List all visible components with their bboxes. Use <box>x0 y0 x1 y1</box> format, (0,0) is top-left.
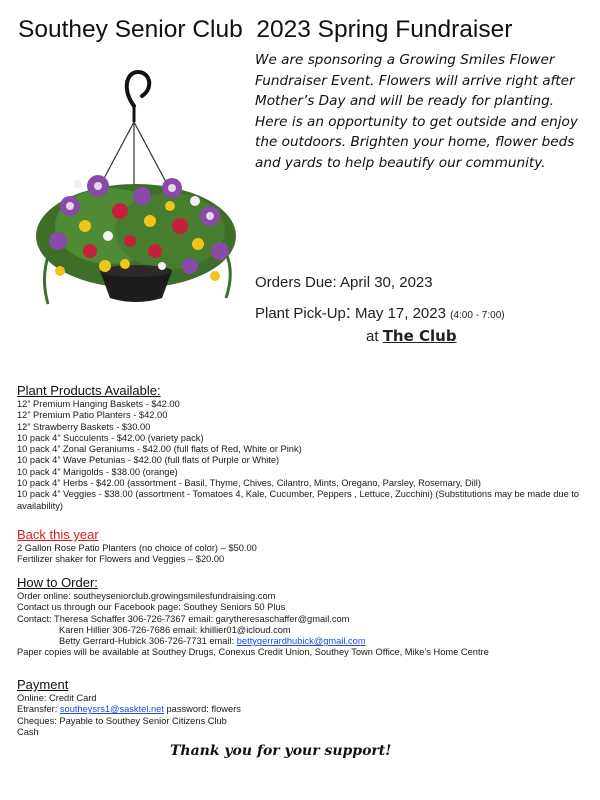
etransfer-line <box>17 704 587 715</box>
payment-heading: Payment <box>17 677 69 692</box>
club-name: The Club <box>382 327 457 345</box>
products-section <box>17 383 587 512</box>
pickup-location <box>366 327 457 345</box>
list-item: 10 pack 4” Wave Petunias - $42.00 (full flats of Purple or White) <box>17 455 280 466</box>
list-item: 12” Premium Hanging Baskets - $42.00 <box>17 399 180 409</box>
list-item: 10 pack 4” Succulents - $42.00 (variety pack) <box>17 432 204 443</box>
list-item: 12” Premium Patio Planters - $42.00 <box>17 410 168 421</box>
contact-text: Betty Gerrard-Hubick 306-726-7731 email: <box>59 636 237 647</box>
pickup-label: Plant Pick-Up <box>255 305 346 322</box>
pickup-hours: (4:00 - 7:00) <box>450 310 505 321</box>
email-link[interactable]: bettygerrardhubick@gmail.com <box>236 636 366 647</box>
list-item: 10 pack 4” Veggies - $38.00 (assortment - Tomatoes 4, Kale, Cucumber, Peppers , Lettuce, Zucchini) (Substitutions may be made due to availability) <box>17 489 580 511</box>
how-to-order-heading: How to Order: <box>17 575 98 590</box>
pickup-at: at <box>366 328 383 345</box>
list-item: 12” Strawberry Baskets - $30.00 <box>17 421 151 432</box>
cheques-line: Cheques: Payable to Southey Senior Citizens Club <box>17 715 227 726</box>
payment-online-line: Online: Credit Card <box>17 693 97 703</box>
thank-you-text: Thank you for your support! <box>170 743 392 759</box>
list-item: 10 pack 4” Herbs - $42.00 (assortment - Basil, Thyme, Chives, Cilantro, Mints, Oregano, Parsley, Rosemary, Dill) <box>17 478 481 489</box>
products-heading: Plant Products Available: <box>17 383 161 398</box>
etransfer-email-link[interactable]: southeysrs1@sasktel.net <box>59 704 164 715</box>
plant-pickup <box>255 302 505 323</box>
intro-paragraph: We are sponsoring a Growing Smiles Flower Fundraiser Event. Flowers will arrive right after Mother’s Day and will be ready for planting. Here is an opportunity to get outside and enjoy the outdoors. Brighten your home, flower beds and yards to help beautify our community. <box>255 52 578 171</box>
list-item: Fertilizer shaker for Flowers and Veggies – $20.00 <box>17 554 225 565</box>
paper-copies-line: Paper copies will be available at Southey Drugs, Conexus Credit Union, Southey Town Office, Mike’s Home Centre <box>17 647 489 658</box>
contact-line: Karen Hillier 306-726-7686 email: khillier01@icloud.com <box>59 624 291 635</box>
page-title: Southey Senior Club 2023 Spring Fundraiser <box>18 16 513 43</box>
order-online-line: Order online: southeyseniorclub.growingsmilesfundraising.com <box>17 591 276 601</box>
payment-section <box>17 677 587 738</box>
back-this-year-heading: Back this year <box>17 527 99 542</box>
pickup-colon: : <box>345 302 351 322</box>
facebook-line: Contact us through our Facebook page: Southey Seniors 50 Plus <box>17 602 286 613</box>
pickup-date: May 17, 2023 <box>350 305 451 322</box>
etransfer-label: Etransfer: <box>17 704 60 715</box>
contact-line: Contact: Theresa Schaffer 306-726-7367 email: garytheresaschaffer@gmail.com <box>17 613 350 624</box>
etransfer-password: password: flowers <box>163 704 241 715</box>
list-item: 10 pack 4” Zonal Geraniums - $42.00 (full flats of Red, White or Pink) <box>17 444 302 455</box>
list-item: 2 Gallon Rose Patio Planters (no choice of color) – $50.00 <box>17 543 257 553</box>
contact-line <box>17 636 587 647</box>
list-item: 10 pack 4” Marigolds - $38.00 (orange) <box>17 466 178 477</box>
how-to-order-section <box>17 575 587 659</box>
cash-line: Cash <box>17 726 39 737</box>
back-this-year-section <box>17 527 587 566</box>
orders-due: Orders Due: April 30, 2023 <box>255 274 433 291</box>
hanging-flower-basket-image <box>30 66 245 316</box>
